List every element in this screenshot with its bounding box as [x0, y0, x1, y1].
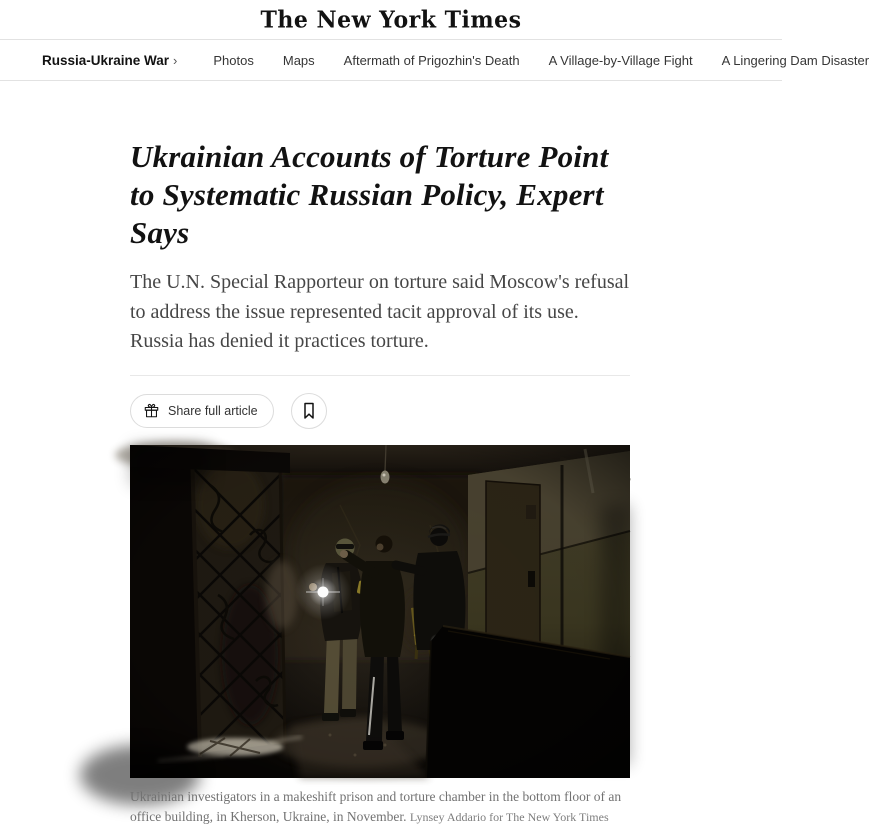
share-full-article-button[interactable] — [130, 394, 274, 428]
gift-icon — [143, 402, 160, 419]
nav-section-russia-ukraine-war[interactable] — [42, 53, 177, 68]
nav-link-photos[interactable]: Photos — [213, 52, 254, 68]
save-article-button[interactable] — [291, 393, 327, 429]
photo-caption: Ukrainian investigators in a makeshift prison and torture chamber in the bottom floor of an office building, in Kherson, Ukraine, in November. — [130, 788, 622, 824]
content-divider — [130, 375, 630, 376]
photo-credit: Lynsey Addario for The New York Times — [409, 809, 609, 824]
article-headline: Ukrainian Accounts of Torture Point to Systematic Russian Policy, Expert Says — [130, 139, 609, 251]
nav-link-maps[interactable]: Maps — [282, 52, 315, 68]
article-actions — [130, 393, 630, 429]
article — [130, 138, 630, 826]
section-nav — [0, 39, 869, 81]
share-button-label: Share full article — [168, 403, 258, 418]
bookmark-icon — [302, 402, 316, 420]
nav-link-dam-disaster[interactable]: A Lingering Dam Disaster — [721, 52, 869, 68]
nav-link-village-fight[interactable]: A Village-by-Village Fight — [548, 52, 693, 68]
chevron-right-icon: › — [173, 52, 178, 68]
article-photo — [130, 445, 630, 778]
masthead — [0, 0, 782, 39]
article-summary: The U.N. Special Rapporteur on torture said Moscow's refusal to address the issue represented tacit approval of its use. Russia has denied it practices torture. — [130, 271, 630, 352]
nav-link-prigozhin-death[interactable]: Aftermath of Prigozhin's Death — [343, 52, 520, 68]
photo-caption-block — [130, 787, 630, 826]
article-photo-figure — [130, 445, 630, 826]
nav-section-label: Russia-Ukraine War — [42, 52, 170, 68]
nyt-logo[interactable]: The New York Times — [260, 5, 522, 35]
